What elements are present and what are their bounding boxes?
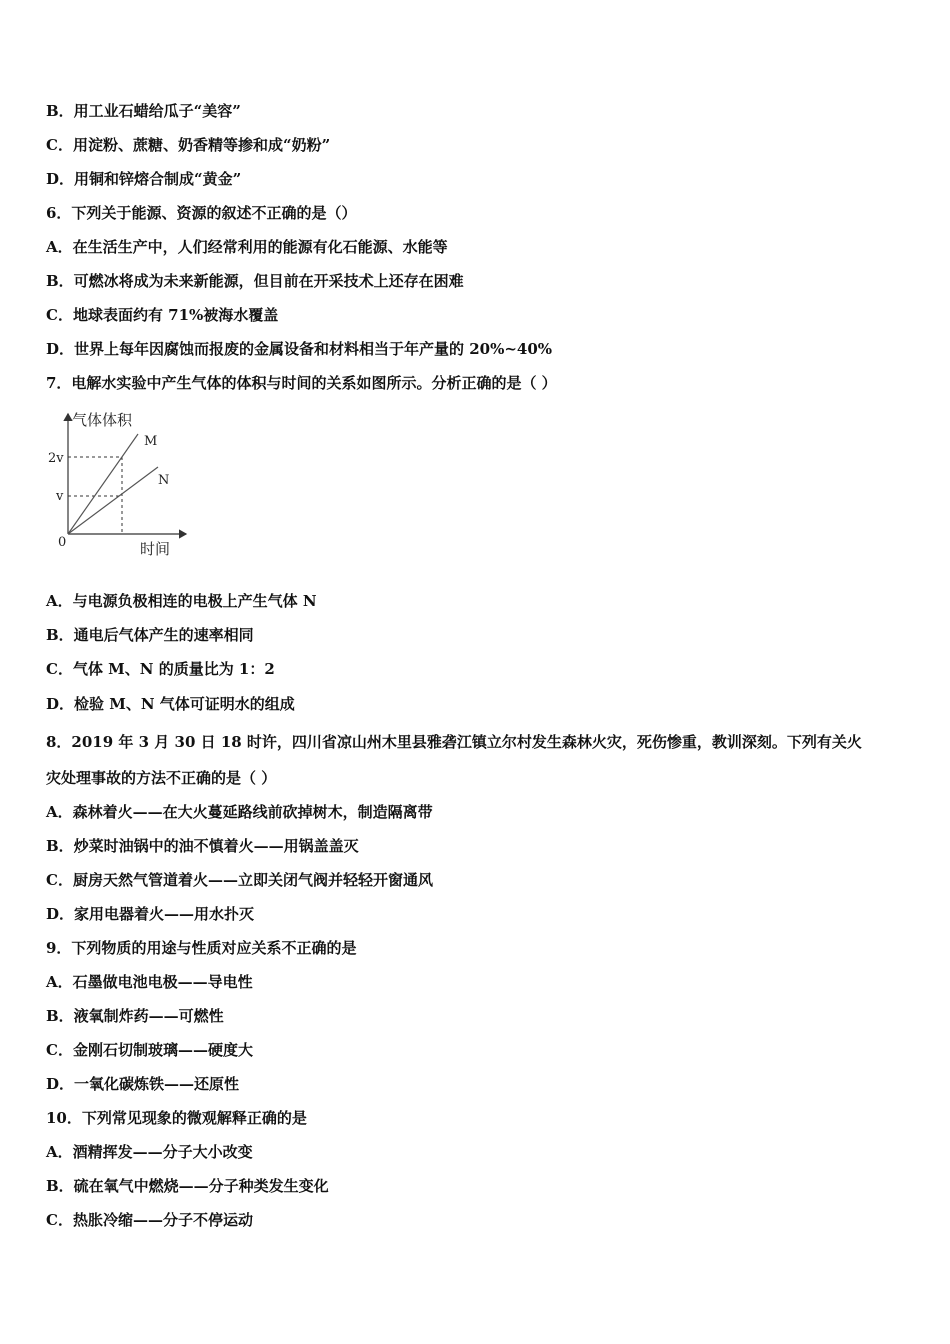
q9-option-b: B．液氧制炸药——可燃性 xyxy=(46,1007,224,1025)
q6-option-c: C．地球表面约有 71%被海水覆盖 xyxy=(46,306,279,324)
electrolysis-graph xyxy=(46,408,206,564)
q8-option-b: B．炒菜时油锅中的油不慎着火——用锅盖盖灭 xyxy=(46,837,359,855)
line-m xyxy=(68,434,138,534)
q8-option-d: D．家用电器着火——用水扑灭 xyxy=(46,905,255,923)
q10-option-c: C．热胀冷缩——分子不停运动 xyxy=(46,1211,253,1229)
q6-stem: 6．下列关于能源、资源的叙述不正确的是（） xyxy=(46,204,357,222)
q5-option-b: B．用工业石蜡给瓜子“美容” xyxy=(46,102,241,120)
q10-option-a: A．酒精挥发——分子大小改变 xyxy=(46,1143,253,1161)
q8-stem-line1: 8．2019 年 3 月 30 日 18 时许，四川省凉山州木里县雅砻江镇立尔村发生森林火灾，死伤惨重，教训深刻。下列有关火 xyxy=(46,733,862,751)
q9-option-d: D．一氧化碳炼铁——还原性 xyxy=(46,1075,240,1093)
q6-option-b: B．可燃冰将成为未来新能源，但目前在开采技术上还存在困难 xyxy=(46,272,464,290)
q8-stem-line2: 灾处理事故的方法不正确的是（ ） xyxy=(46,769,277,787)
tick-2v: 2v xyxy=(48,451,64,466)
q6-option-a: A．在生活生产中，人们经常利用的能源有化石能源、水能等 xyxy=(46,238,448,256)
q9-option-a: A．石墨做电池电极——导电性 xyxy=(46,973,253,991)
q7-option-d: D．检验 M、N 气体可证明水的组成 xyxy=(46,695,295,713)
q6-option-d: D．世界上每年因腐蚀而报废的金属设备和材料相当于年产量的 20%~40% xyxy=(46,340,553,358)
x-axis-label: 时间 xyxy=(140,540,171,558)
q9-stem: 9．下列物质的用途与性质对应关系不正确的是 xyxy=(46,939,357,957)
q7-option-b: B．通电后气体产生的速率相同 xyxy=(46,626,254,644)
origin-label: 0 xyxy=(58,535,67,550)
y-axis-label: 气体体积 xyxy=(72,411,133,429)
q7-stem: 7．电解水实验中产生气体的体积与时间的关系如图所示。分析正确的是（ ） xyxy=(46,374,557,392)
q7-option-c: C．气体 M、N 的质量比为 1：2 xyxy=(46,660,275,678)
line-n xyxy=(68,467,158,534)
q5-option-d: D．用铜和锌熔合制成“黄金” xyxy=(46,170,242,188)
q9-option-c: C．金刚石切制玻璃——硬度大 xyxy=(46,1041,253,1059)
label-n: N xyxy=(158,473,170,488)
q10-stem: 10．下列常见现象的微观解释正确的是 xyxy=(46,1109,307,1127)
q8-option-a: A．森林着火——在大火蔓延路线前砍掉树木，制造隔离带 xyxy=(46,803,433,821)
q10-option-b: B．硫在氧气中燃烧——分子种类发生变化 xyxy=(46,1177,329,1195)
tick-v: v xyxy=(56,489,64,504)
q8-option-c: C．厨房天然气管道着火——立即关闭气阀并轻轻开窗通风 xyxy=(46,871,433,889)
q5-option-c: C．用淀粉、蔗糖、奶香精等掺和成“奶粉” xyxy=(46,136,331,154)
q7-option-a: A．与电源负极相连的电极上产生气体 N xyxy=(46,592,317,610)
label-m: M xyxy=(144,434,158,449)
